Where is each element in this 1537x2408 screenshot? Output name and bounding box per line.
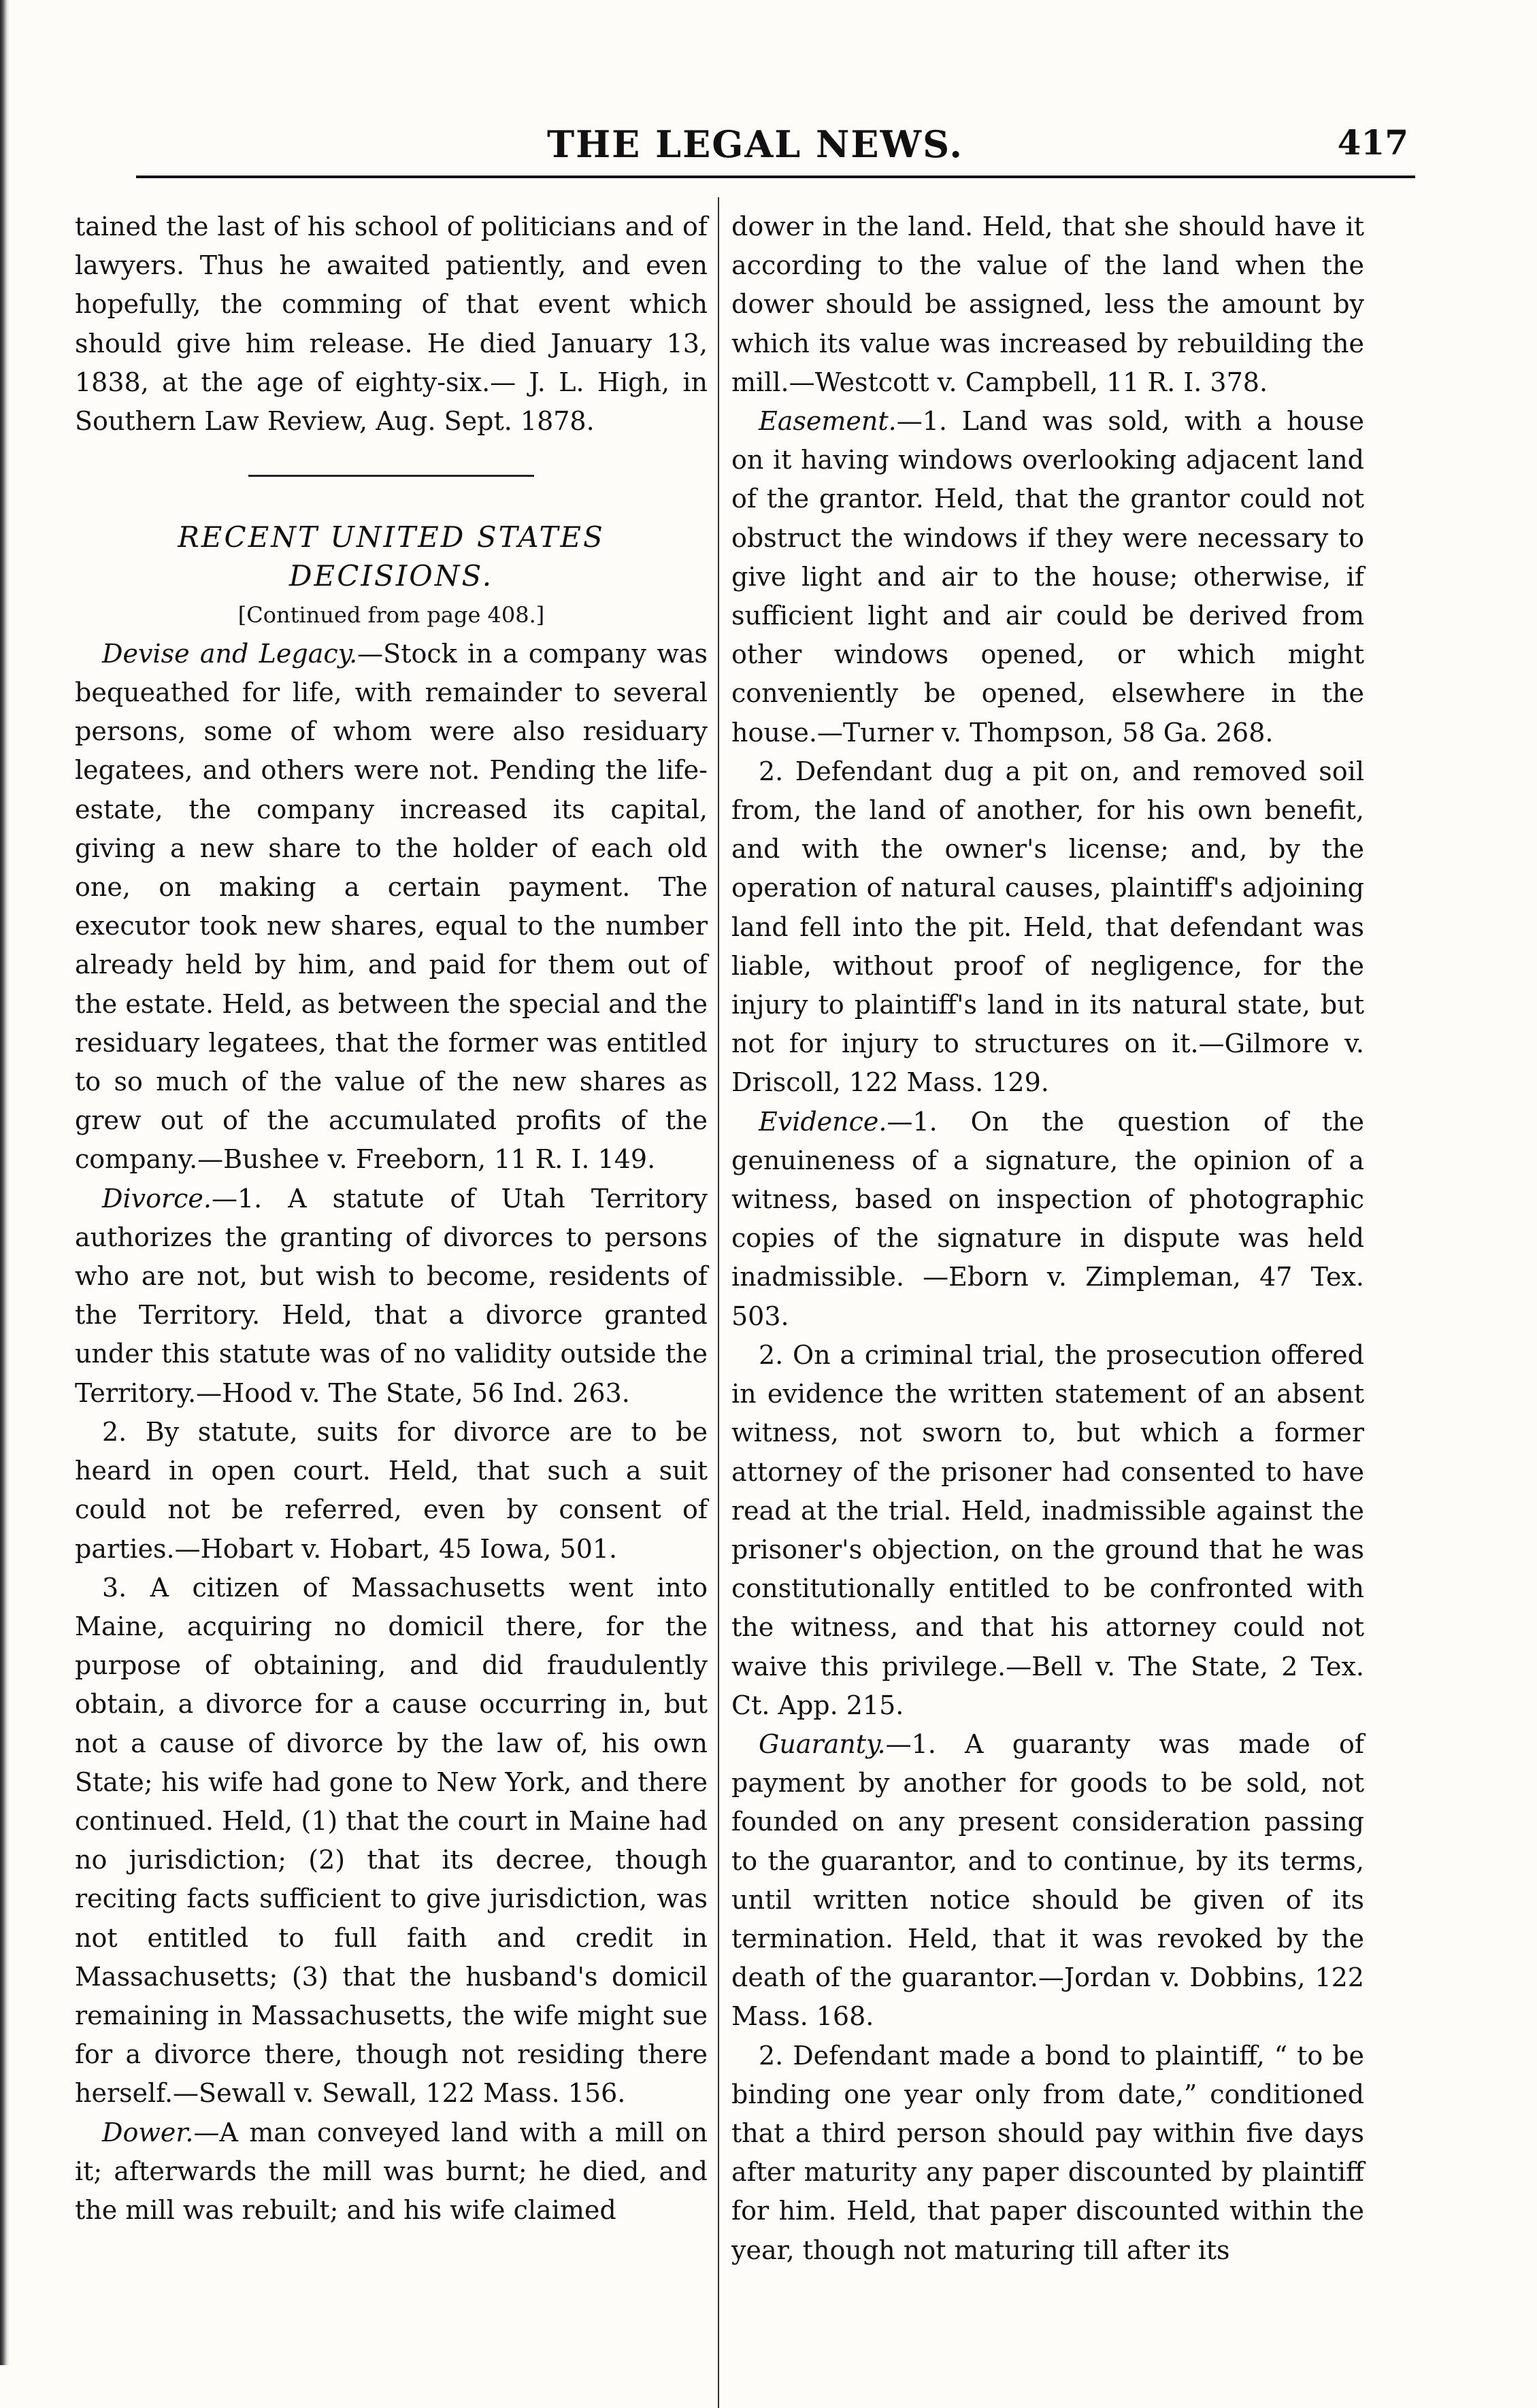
page-edge-shadow	[0, 0, 10, 2365]
header-rule	[136, 175, 1415, 178]
paragraph-devise	[75, 635, 708, 1180]
paragraph-divorce-2: 2. By statute, suits for divorce are to be heard in open court. Held, that such a suit could not be referred, even by consent of parties.—Hobart v. Hobart, 45 Iowa, 501.	[75, 1416, 708, 1564]
left-column	[75, 207, 708, 2230]
text-divorce-1: —1. A statute of Utah Territory authorizes the granting of divorces to persons who are not, but wish to become, residents of the Territory. Held, that a divorce granted under this statute was of no validity outside the Territory.—Hood v. The State, 56 Ind. 263.	[75, 1183, 708, 1408]
paragraph-guaranty-1	[731, 1725, 1364, 2037]
paragraph-easement-2: 2. Defendant dug a pit on, and removed soil from, the land of another, for his own benefit, and with the owner's license; and, by the operation of natural causes, plaintiff's adjoining land fell into the pit. Held, that defendant was liable, without proof of negligence, for the injury to plaintiff's land in its natural state, but not for injury to structures on it.—Gilmore v. Driscoll, 122 Mass. 129.	[731, 756, 1364, 1098]
heading-divorce: Divorce.	[102, 1183, 212, 1214]
heading-guaranty: Guaranty.	[759, 1728, 886, 1759]
heading-evidence: Evidence.	[759, 1106, 887, 1137]
column-divider	[718, 197, 719, 2408]
paragraph-dower	[75, 2113, 708, 2230]
section-title: RECENT UNITED STATES DECISIONS.	[178, 520, 605, 593]
running-title: THE LEGAL NEWS.	[546, 122, 964, 166]
section-divider	[248, 475, 534, 477]
page-header	[102, 102, 1408, 184]
text-evidence-1: —1. On the question of the genuineness of a signature, the opinion of a witness, based on inspection of photographic copies of the signature in dispute was held inadmissible. —Eborn v. Zimpleman, 47 Tex. 503.	[731, 1106, 1364, 1331]
paragraph-easement-1	[731, 402, 1364, 752]
text-easement-1: —1. Land was sold, with a house on it having windows overlooking adjacent land of the grantor. Held, that the grantor could not obstruct the windows if they were necessary to give light and air to the house; otherwise, if sufficient light and air could be derived from other windows opened, or which might conveniently be opened, elsewhere in the house.—Turner v. Thompson, 58 Ga. 268.	[731, 406, 1364, 748]
paragraph-divorce-1	[75, 1180, 708, 1413]
page-number: 417	[1337, 122, 1408, 163]
text-devise: —Stock in a company was bequeathed for life, with remainder to several persons, some of whom were also residuary legatees, and others were not. Pending the life-estate, the company increased its capital, giving a new share to the holder of each old one, on making a certain payment. The executor took new shares, equal to the number already held by him, and paid for them out of the estate. Held, as between the special and the residuary legatees, that the former was entitled to so much of the value of the new shares as grew out of the accumulated profits of the company.—Bushee v. Freeborn, 11 R. I. 149.	[75, 638, 708, 1175]
paragraph-evidence-2: 2. On a criminal trial, the prosecution offered in evidence the written statement of an absent witness, not sworn to, but which a former attorney of the prisoner had consented to have read at the trial. Held, inadmissible against the prisoner's objection, on the ground that he was constitutionally entitled to be confronted with the witness, and that his attorney could not waive this privilege.—Bell v. The State, 2 Tex. Ct. App. 215.	[731, 1339, 1364, 1720]
paragraph-evidence-1	[731, 1103, 1364, 1336]
right-column	[731, 207, 1364, 2270]
paragraph-obituary-end: tained the last of his school of politicians and of lawyers. Thus he awaited patiently, and even hopefully, the comming of that event which should give him release. He died January 13, 1838, at the age of eighty-six.— J. L. High, in Southern Law Review, Aug. Sept. 1878.	[75, 212, 708, 437]
heading-dower: Dower.	[102, 2117, 194, 2147]
heading-easement: Easement.	[759, 406, 897, 437]
continued-note: [Continued from page 408.]	[237, 601, 545, 628]
paragraph-dower-continued: dower in the land. Held, that she should have it according to the value of the land when the dower should be assigned, less the amount by which its value was increased by rebuilding the mill.—Westcott v. Campbell, 11 R. I. 378.	[731, 212, 1364, 397]
heading-devise: Devise and Legacy.	[102, 638, 358, 669]
paragraph-divorce-3: 3. A citizen of Massachusetts went into Maine, acquiring no domicil there, for the purpose of obtaining, and did fraudulently obtain, a divorce for a cause occurring in, but not a cause of divorce by the law of, his own State; his wife had gone to New York, and there continued. Held, (1) that the court in Maine had no jurisdiction; (2) that its decree, though reciting facts sufficient to give jurisdiction, was not entitled to full faith and credit in Massachusetts; (3) that the husband's domicil remaining in Massachusetts, the wife might sue for a divorce there, though not residing there herself.—Sewall v. Sewall, 122 Mass. 156.	[75, 1572, 708, 2109]
text-guaranty-1: —1. A guaranty was made of payment by another for goods to be sold, not founded on any present consideration passing to the guarantor, and to continue, by its terms, until written notice should be given of its termination. Held, that it was revoked by the death of the guarantor.—Jordan v. Dobbins, 122 Mass. 168.	[731, 1728, 1364, 2032]
text-dower: —A man conveyed land with a mill on it; afterwards the mill was burnt; he died, and the mill was rebuilt; and his wife claimed	[75, 2117, 708, 2225]
paragraph-guaranty-2: 2. Defendant made a bond to plaintiff, “ to be binding one year only from date,” conditioned that a third person should pay within five days after maturity any paper discounted by plaintiff for him. Held, that paper discounted within the year, though not maturing till after its	[731, 2040, 1364, 2265]
